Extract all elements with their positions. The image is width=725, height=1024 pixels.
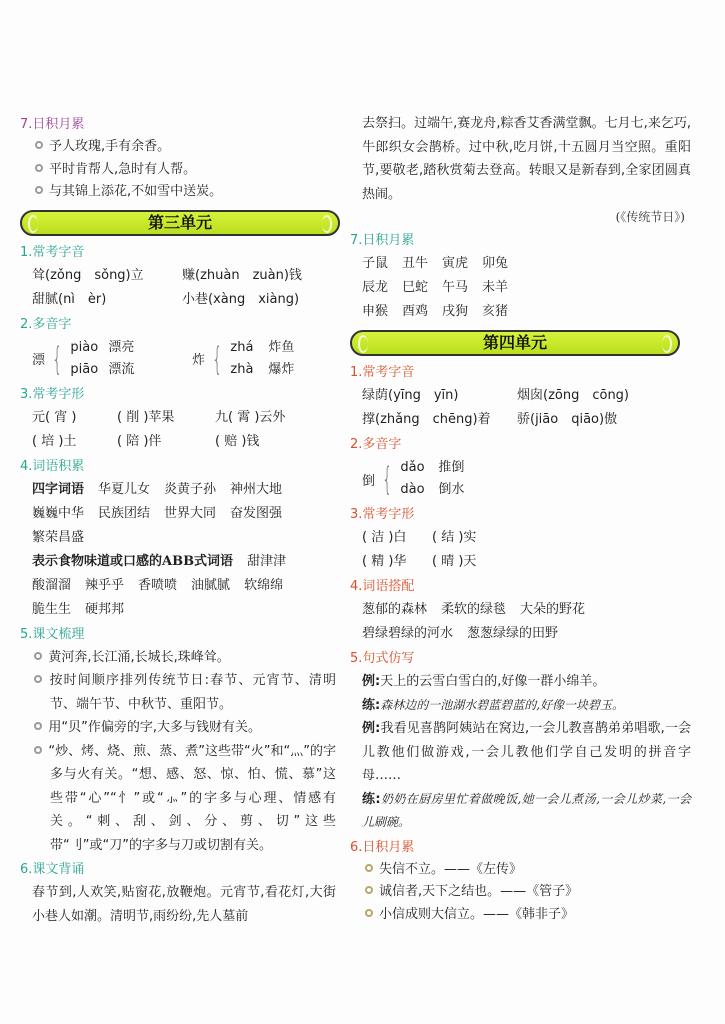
circle-bullet-icon [365, 909, 373, 917]
glyph-row: ( 培 )土 ( 陪 )伴 ( 赔 )钱 [32, 433, 260, 449]
zodiac-row: 申猴 酉鸡 戌狗 亥猪 [362, 304, 509, 319]
collocation-row: 碧绿碧绿的河水 葱葱绿绿的田野 [362, 626, 559, 641]
circle-bullet-icon [365, 864, 373, 872]
example-sentence: 例:我看见喜鹊阿姨站在窝边,一会儿教喜鹊弟弟唱歌,一会儿教他们做游戏,一会儿教他们学自己发明的拼音字母…… [362, 721, 692, 783]
heading-pronunciation: 1.常考字音 [350, 365, 415, 380]
heading-recitation: 6.课文背诵 [20, 862, 85, 877]
circle-bullet-icon [35, 164, 43, 172]
unit4-banner: 第四单元 [350, 330, 680, 356]
zodiac-row: 子鼠 丑牛 寅虎 卯兔 [362, 256, 509, 271]
recitation-text-continued: 去祭扫。过端午,赛龙舟,粽香艾香满堂飘。七月七,来乞巧,牛郎织女会鹊桥。过中秋,吃月饼,十五圆月当空照。重阳节,要敬老,踏秋赏菊去登高。转眼又是新春到,全家团圆真热闹。 [362, 116, 691, 202]
source-citation: (《传统节日》) [615, 210, 685, 224]
practice-sentence: 练:森林边的一池湖水碧蓝碧蓝的,好像一块碧玉。 [362, 697, 625, 713]
zodiac-row: 辰龙 巳蛇 午马 未羊 [362, 280, 509, 295]
pinyin-row [350, 408, 695, 432]
list-item: 用“贝”作偏旁的字,大多与钱财有关。 [20, 716, 340, 740]
heading-collocation: 4.词语搭配 [350, 579, 415, 594]
heading-pronunciation: 1.常考字音 [20, 244, 85, 260]
polyphonic-groups [20, 336, 340, 382]
heading-review7: 7.日积月累 [20, 117, 85, 132]
list-item: “炒、烤、烧、煎、蒸、煮”这些带“火”和“灬”的字多与火有关。“想、感、怒、惊、怕、慌、慕”这些带“心”“忄”或“⺗”的字多与心理、情感有关。“刺、刮、剑、分、剪、切”这些带“刂”或“刀”的字多与刀或切割有关。 [20, 740, 340, 858]
vocab-row: 脆生生 硬邦邦 [32, 601, 125, 617]
brace-icon: { [382, 460, 393, 498]
heading-glyphs: 3.常考字形 [350, 507, 415, 522]
vocab-row: 酸溜溜 辣乎乎 香喷喷 油腻腻 软绵绵 [32, 577, 284, 593]
pinyin-item: 赚(zhuàn zuàn)钱 [182, 267, 302, 283]
heading-polyphonic: 2.多音字 [20, 316, 72, 332]
recitation-text: 春节到,人欢笑,贴窗花,放鞭炮。元宵节,看花灯,大街小巷人如潮。清明节,雨纷纷,先人墓前 [32, 885, 336, 924]
pinyin-item: 小巷(xàng xiàng) [182, 291, 300, 307]
circle-bullet-icon [34, 652, 42, 660]
list-item: 黄河奔,长江涌,长城长,珠峰耸。 [20, 646, 340, 670]
pinyin-item: 撑(zhǎng chēng)着 [362, 412, 491, 427]
circle-bullet-icon [35, 141, 43, 149]
list-item: 诚信者,天下之结也。——《管子》 [350, 881, 695, 904]
brace-icon: { [52, 339, 63, 378]
circle-bullet-icon [365, 886, 373, 894]
unit3-banner: 第三单元 [20, 210, 340, 236]
heading-glyphs: 3.常考字形 [20, 386, 85, 402]
vocab-row: 四字词语 华夏儿女 炎黄子孙 神州大地 [32, 481, 283, 497]
circle-bullet-icon [34, 722, 42, 730]
pinyin-item: 烟囱(zōng cōng) [517, 388, 630, 403]
brace-icon: { [212, 339, 223, 378]
list-item: 予人玫瑰,手有余香。 [20, 136, 340, 159]
list-item: 平时肯帮人,急时有人帮。 [20, 159, 340, 182]
heading-zodiac: 7.日积月累 [350, 233, 415, 248]
vocab-row: 巍巍中华 民族团结 世界大同 奋发图强 [32, 505, 283, 521]
pinyin-item: 耸(zǒng sǒng)立 [32, 267, 144, 283]
circle-bullet-icon [34, 675, 42, 683]
example-sentence: 例:天上的云雪白雪白的,好像一群小绵羊。 [362, 674, 606, 689]
collocation-row: 葱郁的森林 柔软的绿毯 大朵的野花 [362, 602, 586, 617]
list-item: 失信不立。——《左传》 [350, 859, 695, 882]
heading-review6: 6.日积月累 [350, 839, 415, 855]
heading-vocab: 4.词语积累 [20, 458, 85, 474]
circle-bullet-icon [34, 746, 42, 754]
heading-text-review: 5.课文梳理 [20, 626, 85, 642]
practice-sentence: 练:奶奶在厨房里忙着做晚饭,她一会儿煮汤,一会儿炒菜,一会儿刷碗。 [362, 791, 691, 829]
pinyin-item: 绿荫(yīng yīn) [362, 388, 459, 403]
glyph-row: ( 精 )华 ( 晴 )天 [362, 554, 477, 569]
polyphonic-group: 漂 { piào 漂亮 piāo 漂流 [32, 339, 135, 378]
pinyin-row [350, 384, 695, 408]
polyphonic-group: 炸 { zhá 炸鱼 zhà 爆炸 [192, 339, 295, 378]
vocab-row: 繁荣昌盛 [32, 529, 85, 545]
circle-bullet-icon [35, 186, 43, 194]
heading-imitation: 5.句式仿写 [350, 651, 415, 666]
right-column [350, 112, 695, 926]
left-column [20, 112, 340, 928]
polyphonic-group: 倒 { dǎo 推倒 dào 倒水 [362, 460, 465, 498]
list-item: 小信成则大信立。——《韩非子》 [350, 904, 695, 927]
vocab-row: 表示食物味道或口感的ABB式词语 甜津津 [32, 553, 287, 569]
heading-polyphonic: 2.多音字 [350, 437, 402, 452]
list-item: 按时间顺序排列传统节日:春节、元宵节、清明节、端午节、中秋节、重阳节。 [20, 669, 340, 716]
glyph-row: 元( 宵 ) ( 削 )苹果 九( 霄 )云外 [32, 409, 286, 425]
pinyin-item: 骄(jiāo qiāo)傲 [517, 412, 618, 427]
list-item: 与其锦上添花,不如雪中送炭。 [20, 181, 340, 204]
pinyin-row [20, 264, 340, 288]
pinyin-row [20, 288, 340, 312]
glyph-row: ( 洁 )白 ( 结 )实 [362, 530, 477, 545]
pinyin-item: 甜腻(nì èr) [32, 291, 107, 307]
